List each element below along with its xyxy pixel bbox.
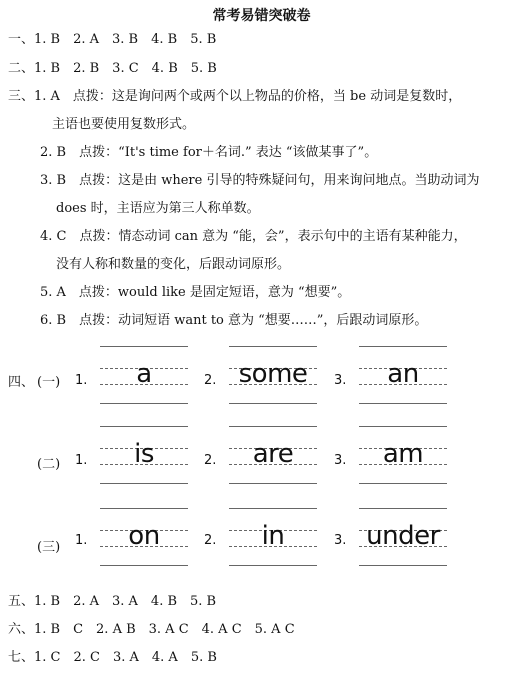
answer-word: a	[136, 359, 152, 389]
answer-word: is	[134, 439, 154, 469]
answer-line-3-3: 3. B 点拨：这是由 where 引导的特殊疑问句，用来询问地点。当助动词为	[40, 173, 480, 188]
row-label: (二)	[37, 457, 61, 472]
answer-line-2: 二、1. B 2. B 3. C 4. B 5. B	[8, 61, 217, 76]
item-number: 3.	[334, 453, 347, 468]
answer-line-6: 六、1. B C 2. A B 3. A C 4. A C 5. A C	[8, 622, 295, 637]
writing-box	[359, 426, 447, 484]
item-number: 1.	[75, 453, 88, 468]
answer-word: am	[382, 439, 424, 469]
row-label: (一)	[37, 375, 61, 390]
writing-box	[229, 508, 317, 566]
answer-line-3-6: 6. B 点拨：动词短语 want to 意为 “想要……”，后跟动词原形。	[40, 313, 428, 328]
item-number: 2.	[204, 533, 217, 548]
answer-line-3-cont: 主语也要使用复数形式。	[52, 117, 196, 132]
answer-line-3: 三、1. A 点拨：这是询问两个或两个以上物品的价格，当 be 动词是复数时，	[8, 89, 462, 104]
row-label: (三)	[37, 540, 61, 555]
answer-line-7: 七、1. C 2. C 3. A 4. A 5. B	[8, 650, 217, 665]
answer-line-3-2: 2. B 点拨：“It's time for＋名词.” 表达 “该做某事了”。	[40, 145, 378, 160]
answer-word: an	[387, 359, 419, 389]
item-number: 3.	[334, 373, 347, 388]
item-number: 1.	[75, 533, 88, 548]
item-number: 1.	[75, 373, 88, 388]
writing-box	[100, 426, 188, 484]
writing-box	[100, 508, 188, 566]
answer-word: are	[252, 439, 294, 469]
item-number: 2.	[204, 373, 217, 388]
answer-line-5: 五、1. B 2. A 3. A 4. B 5. B	[8, 594, 217, 609]
answer-word: under	[366, 521, 440, 551]
answer-line-3-4-cont: 没有人称和数量的变化，后跟动词原形。	[56, 257, 291, 272]
writing-box	[229, 426, 317, 484]
item-number: 2.	[204, 453, 217, 468]
writing-box	[100, 346, 188, 404]
handwriting-row-1	[0, 340, 523, 420]
answer-word: on	[128, 521, 160, 551]
writing-box	[229, 346, 317, 404]
section-4-label: 四、	[8, 375, 35, 390]
handwriting-row-3	[0, 498, 523, 578]
writing-box	[359, 346, 447, 404]
answer-word: in	[261, 521, 285, 551]
answer-line-3-4: 4. C 点拨：情态动词 can 意为 “能，会”，表示句中的主语有某种能力，	[40, 229, 467, 244]
item-number: 3.	[334, 533, 347, 548]
answer-line-3-3-cont: does 时，主语应为第三人称单数。	[56, 201, 260, 216]
page-title: 常考易错突破卷	[212, 8, 311, 24]
answer-line-1: 一、1. B 2. A 3. B 4. B 5. B	[8, 32, 217, 47]
handwriting-row-2	[0, 419, 523, 499]
answer-word: some	[238, 359, 308, 389]
answer-line-3-5: 5. A 点拨：would like 是固定短语，意为 “想要”。	[40, 285, 351, 300]
writing-box	[359, 508, 447, 566]
